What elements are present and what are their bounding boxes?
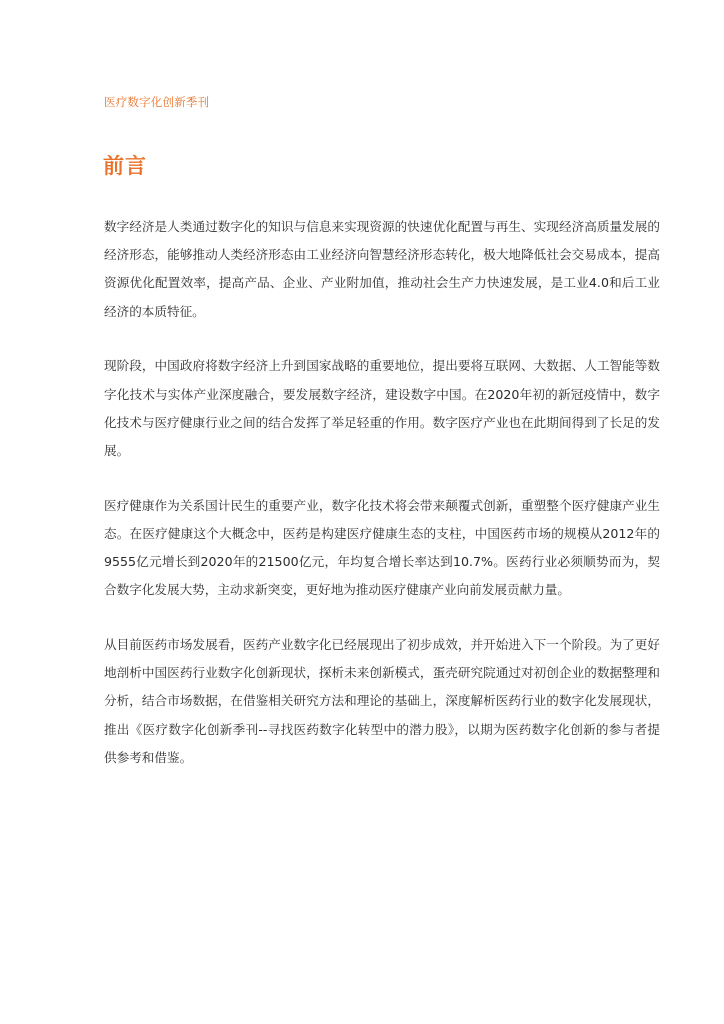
paragraph-1: 数字经济是人类通过数字化的知识与信息来实现资源的快速优化配置与再生、实现经济高质量发展的经济形态，能够推动人类经济形态由工业经济向智慧经济形态转化，极大地降低社会交易成本，提高资源优化配置效率，提高产品、企业、产业附加值，推动社会生产力快速发展，是工业4.0和后工业经济的本质特征。 <box>104 219 660 319</box>
body-text <box>104 213 660 798</box>
paragraph-3: 医疗健康作为关系国计民生的重要产业，数字化技术将会带来颠覆式创新，重塑整个医疗健康产业生态。在医疗健康这个大概念中，医药是构建医疗健康生态的支柱，中国医药市场的规模从2012年的9555亿元增长到2020年的21500亿元，年均复合增长率达到10.7%。医药行业必须顺势而为，契合数字化发展大势，主动求新突变，更好地为推动医疗健康产业向前发展贡献力量。 <box>104 497 660 598</box>
running-header: 医疗数字化创新季刊 <box>104 95 210 109</box>
section-title: 前言 <box>103 154 147 178</box>
paragraph-4: 从目前医药市场发展看，医药产业数字化已经展现出了初步成效，并开始进入下一个阶段。为了更好地剖析中国医药行业数字化创新现状，探析未来创新模式，蛋壳研究院通过对初创企业的数据整理和分析，结合市场数据，在借鉴相关研究方法和理论的基础上，深度解析医药行业的数字化发展现状，推出《医疗数字化创新季刊--寻找医药数字化转型中的潜力股》，以期为医药数字化创新的参与者提供参考和借鉴。 <box>104 636 660 765</box>
paragraph-2: 现阶段，中国政府将数字经济上升到国家战略的重要地位，提出要将互联网、大数据、人工智能等数字化技术与实体产业深度融合，要发展数字经济，建设数字中国。在2020年初的新冠疫情中，数字化技术与医疗健康行业之间的结合发挥了举足轻重的作用。数字医疗产业也在此期间得到了长足的发展。 <box>104 358 660 458</box>
